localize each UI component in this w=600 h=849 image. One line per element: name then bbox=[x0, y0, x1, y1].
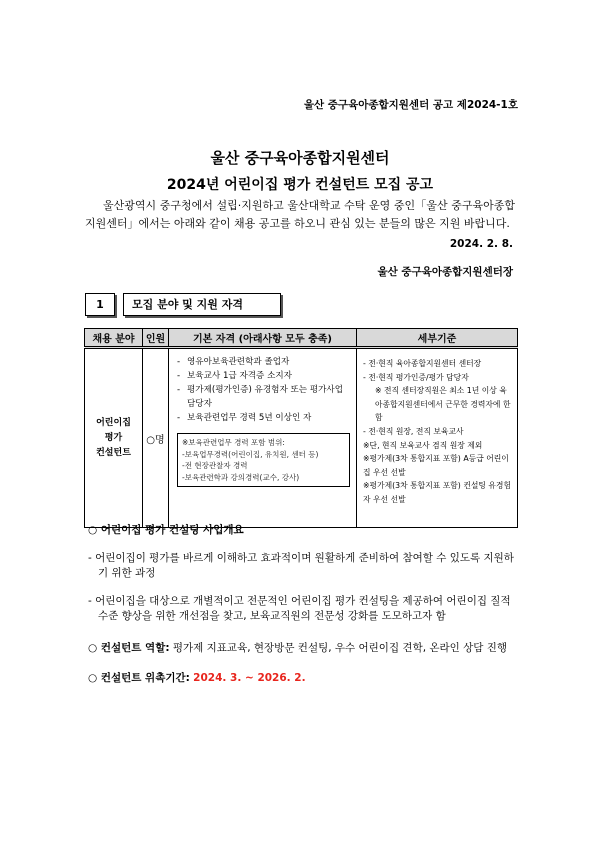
note-line: -전 현장관찰자 경력 bbox=[182, 461, 248, 470]
section-title: 모집 분야 및 지원 자격 bbox=[123, 293, 281, 316]
basic-cell bbox=[169, 348, 357, 528]
list-item: - 평가제(평가인증) 유경험자 또는 평가사업담당자 bbox=[177, 385, 344, 409]
list-item: ※ 전직 센터장직원은 최소 1년 이상 육아종합지원센터에서 근무한 경력자에 한함 bbox=[375, 386, 511, 423]
field-line: 컨설턴트 bbox=[96, 447, 131, 458]
overview-item: - 어린이집이 평가를 바르게 이해하고 효과적이며 원활하게 준비하여 참여할 수 있도록 지원하기 위한 과정 bbox=[88, 552, 514, 579]
note-line: ※보육관련업무 경력 포함 범위: bbox=[182, 438, 285, 447]
announcement-title: 2024년 어린이집 평가 컨설턴트 모집 공고 bbox=[166, 177, 434, 193]
role-line bbox=[88, 640, 507, 655]
list-item: - 보육교사 1급 자격증 소지자 bbox=[177, 371, 292, 381]
role-label: ○ 컨설턴트 역할: bbox=[88, 642, 170, 654]
field-cell bbox=[85, 348, 143, 528]
role-text: 평가제 지표교육, 현장방문 컨설팅, 우수 어린이집 견학, 온라인 상담 진행 bbox=[172, 642, 508, 654]
list-item: - 영유아보육관련학과 졸업자 bbox=[177, 357, 290, 367]
section-number: 1 bbox=[85, 293, 115, 316]
term-label: ○ 컨설턴트 위촉기간: bbox=[88, 672, 190, 684]
detail-list bbox=[363, 357, 513, 507]
overview-item: - 어린이집을 대상으로 개별적이고 전문적인 어린이집 평가 컨설팅을 제공하여 어린이집 질적 수준 향상을 위한 개선점을 찾고, 보육교직원의 전문성 강화를 도모하고자 함 bbox=[88, 595, 511, 622]
list-item: - 전·현직 육아종합지원센터 센터장 bbox=[363, 359, 482, 368]
detail-cell bbox=[357, 348, 518, 528]
header-count: 인원 bbox=[143, 329, 169, 348]
note-box bbox=[177, 433, 350, 487]
header-basic: 기본 자격 (아래사항 모두 충족) bbox=[169, 329, 357, 348]
table-header-row bbox=[85, 329, 518, 348]
field-line: 어린이집 bbox=[96, 417, 131, 428]
list-item: ※평가제(3차 통합지표 포함) A등급 어린이집 우선 선발 bbox=[363, 454, 509, 477]
list-item: - 전·현직 평가인증/평가 담당자 bbox=[363, 372, 469, 382]
header-detail: 세부기준 bbox=[357, 329, 518, 348]
term-period: 2024. 3. ~ 2026. 2. bbox=[193, 672, 306, 684]
table-row bbox=[85, 348, 518, 528]
header-field: 채용 분야 bbox=[85, 329, 143, 348]
basic-list bbox=[177, 355, 350, 425]
organization-title: 울산 중구육아종합지원센터 bbox=[210, 149, 390, 167]
term-line bbox=[88, 670, 306, 685]
field-line: 평가 bbox=[104, 432, 123, 443]
announcement-date: 2024. 2. 8. bbox=[449, 238, 513, 250]
requirements-table bbox=[84, 328, 518, 528]
note-line: -보육업무경력(어린이집, 유치원, 센터 등) bbox=[182, 449, 319, 459]
issuer-name: 울산 중구육아종합지원센터장 bbox=[377, 266, 513, 278]
list-item: ※평가제(3차 통합지표 포함) 컨설팅 유경험자 우선 선발 bbox=[363, 481, 511, 504]
list-item: - 보육관련업무 경력 5년 이상인 자 bbox=[177, 413, 312, 423]
intro-paragraph: 울산광역시 중구청에서 설립·지원하고 울산대학교 수탁 운영 중인「울산 중구육아종합지원센터」에서는 아래와 같이 채용 공고를 하오니 관심 있는 분들의 많은 지원 바랍니다. bbox=[85, 199, 515, 230]
note-line: -보육관련학과 강의경력(교수, 강사) bbox=[182, 472, 300, 482]
overview-heading: ○ 어린이집 평가 컨설팅 사업개요 bbox=[88, 524, 244, 536]
count-cell: ○명 bbox=[143, 348, 169, 528]
notice-number: 울산 중구육아종합지원센터 공고 제2024-1호 bbox=[303, 99, 518, 111]
list-item: ※단, 현직 보육교사 겸직 원장 제외 bbox=[363, 440, 483, 450]
list-item: - 전·현직 원장, 전직 보육교사 bbox=[363, 426, 464, 436]
